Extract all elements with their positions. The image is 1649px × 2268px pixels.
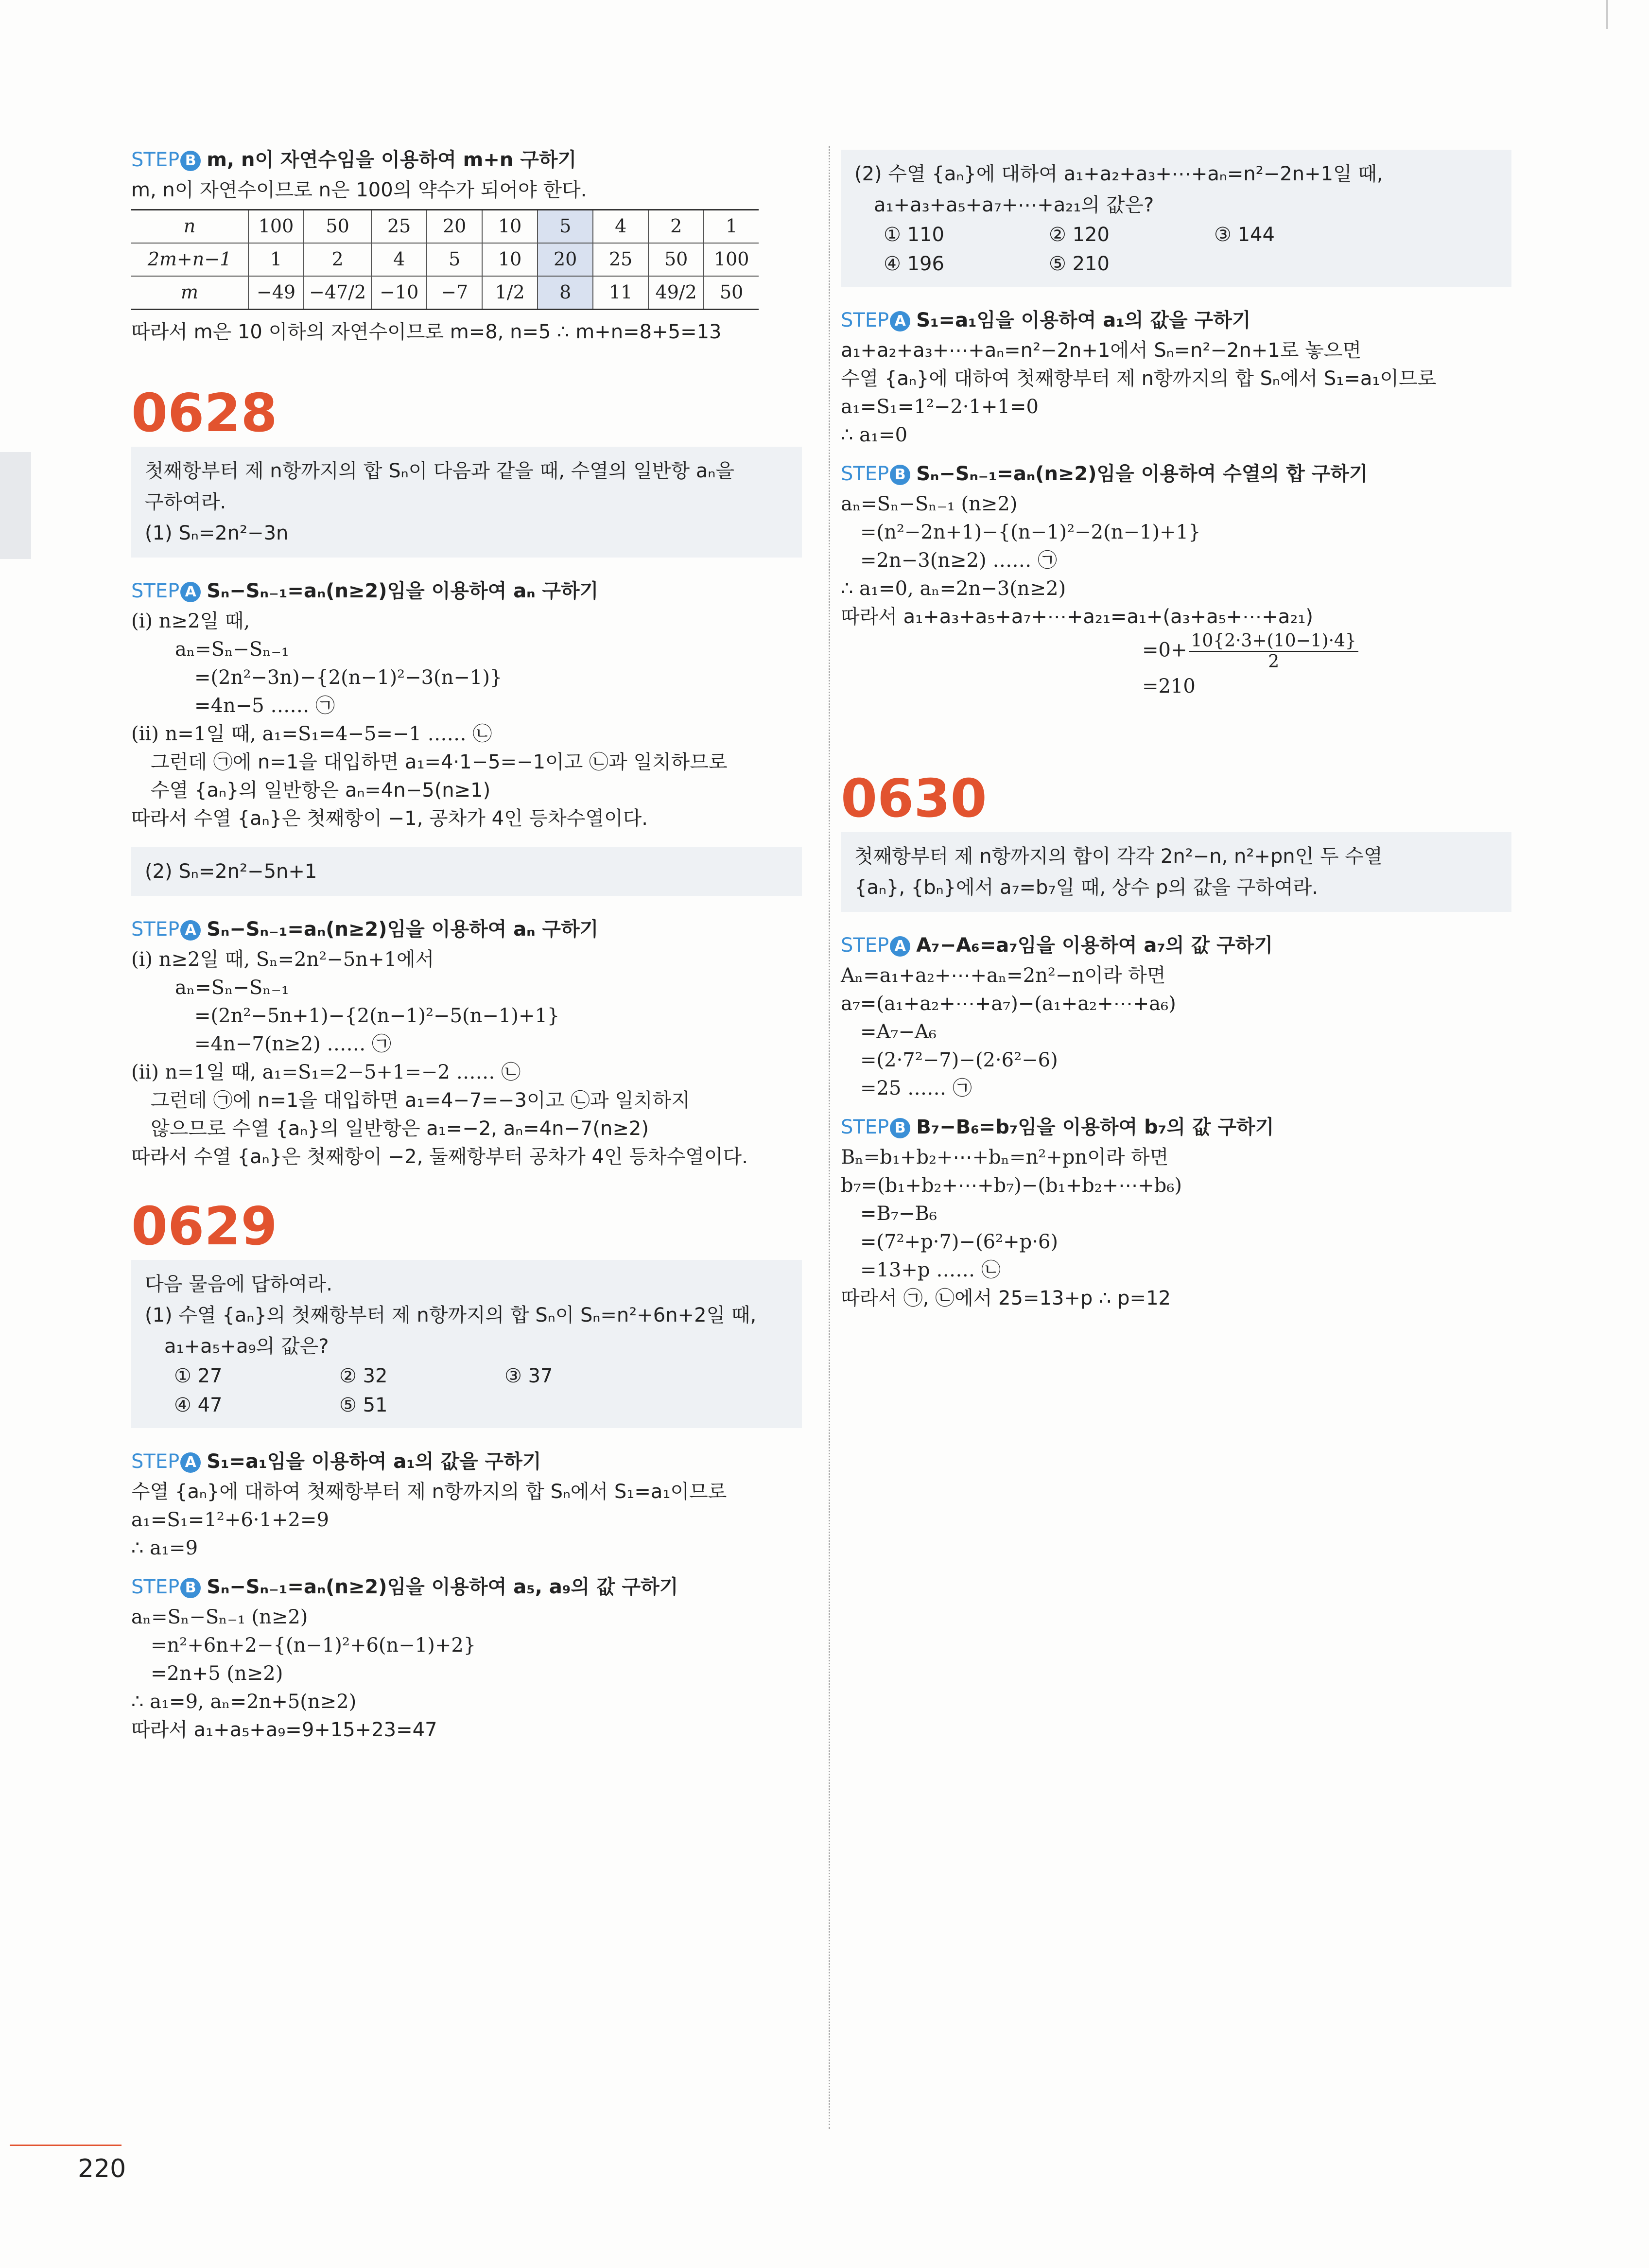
divisor-table	[131, 209, 759, 310]
table-cell: 11	[593, 276, 648, 310]
choice: ④ 196	[884, 253, 944, 275]
table-cell: 50	[648, 243, 704, 276]
problem-statement	[841, 150, 1511, 287]
solution-line: =(2·7²−7)−(2·6²−6)	[860, 1048, 1058, 1071]
solution-line: 그런데 ㉠에 n=1을 대입하면 a₁=4−7=−3이고 ㉡과 일치하지	[151, 1089, 690, 1112]
step-heading	[841, 931, 1511, 960]
sum-formula	[841, 631, 1511, 672]
table-cell: 10	[482, 243, 538, 276]
answer-choices	[854, 221, 1498, 278]
fraction-numerator: 10{2·3+(10−1)·4}	[1189, 631, 1358, 652]
sum-prefix: =0+	[1142, 639, 1187, 662]
table-cell: 4	[371, 243, 427, 276]
solution-line: a₁=S₁=1²+6·1+2=9	[131, 1508, 329, 1531]
problem-number: 0628	[131, 383, 278, 444]
solution-line: a₁=S₁=1²−2·1+1=0	[841, 396, 1039, 418]
solution-line: =(2n²−5n+1)−{2(n−1)²−5(n−1)+1}	[194, 1004, 560, 1027]
right-column	[841, 146, 1511, 1329]
solution-line: (ⅱ) n=1일 때, a₁=S₁=2−5+1=−2 …… ㉡	[131, 1061, 521, 1083]
table-cell: 2	[304, 243, 371, 276]
solution-line: (ⅱ) n=1일 때, a₁=S₁=4−5=−1 …… ㉡	[131, 722, 492, 745]
sum-fraction	[1189, 631, 1358, 672]
question-text: 첫째항부터 제 n항까지의 합이 각각 2n²−n, n²+pn인 두 수열	[854, 845, 1383, 868]
left-column	[131, 146, 802, 1761]
step-title: Sₙ−Sₙ₋₁=aₙ(n≥2)임을 이용하여 aₙ 구하기	[207, 918, 599, 941]
table-row-header: m	[131, 276, 248, 310]
problem-number: 0629	[131, 1196, 278, 1257]
question-text: 구하여라.	[145, 490, 226, 513]
question-text: (1) 수열 {aₙ}의 첫째항부터 제 n항까지의 합 Sₙ이 Sₙ=n²+6n+2일 때,	[145, 1304, 757, 1326]
problem-statement-part2	[131, 847, 802, 896]
table-cell: 25	[593, 243, 648, 276]
problem-0629-part2	[841, 150, 1511, 700]
step-label: STEP	[131, 149, 180, 171]
step-badge: A	[890, 311, 910, 331]
chapter-side-tab	[0, 452, 31, 559]
choice: ② 120	[1049, 224, 1110, 246]
table-cell: 25	[371, 210, 427, 244]
solution-line: (ⅰ) n≥2일 때, Sₙ=2n²−5n+1에서	[131, 948, 434, 971]
choice: ④ 47	[174, 1394, 223, 1416]
solution-line: ∴ a₁=0, aₙ=2n−3(n≥2)	[841, 577, 1066, 600]
question-part: (1) Sₙ=2n²−3n	[145, 522, 289, 544]
table-cell: 1	[704, 210, 759, 244]
page-number: 220	[78, 2154, 126, 2183]
step-label: STEP	[131, 1575, 180, 1598]
question-part: (2) Sₙ=2n²−5n+1	[145, 860, 317, 883]
solution-line: =B₇−B₆	[860, 1202, 937, 1225]
table-cell: 10	[482, 210, 538, 244]
solution-line: ∴ a₁=9	[131, 1536, 198, 1559]
table-cell-highlighted: 5	[538, 210, 593, 244]
solution-line: (ⅰ) n≥2일 때,	[131, 610, 250, 632]
table-cell: 100	[248, 210, 304, 244]
solution-627-step-b	[131, 146, 802, 346]
problem-0628	[131, 385, 802, 1171]
solution-line: =2n−3(n≥2) …… ㉠	[860, 549, 1058, 572]
table-cell: 1	[248, 243, 304, 276]
table-cell-highlighted: 8	[538, 276, 593, 310]
question-text: a₁+a₃+a₅+a₇+⋯+a₂₁의 값은?	[874, 194, 1154, 216]
step-heading	[131, 577, 802, 605]
step-title: S₁=a₁임을 이용하여 a₁의 값을 구하기	[207, 1450, 541, 1473]
solution-text: m, n이 자연수이므로 n은 100의 약수가 되어야 한다.	[131, 179, 587, 201]
solution-line: aₙ=Sₙ−Sₙ₋₁	[175, 638, 289, 661]
solution-line: Aₙ=a₁+a₂+⋯+aₙ=2n²−n이라 하면	[841, 964, 1166, 987]
table-row-header: n	[131, 210, 248, 244]
solution-conclusion: 따라서 m은 10 이하의 자연수이므로 m=8, n=5 ∴ m+n=8+5=13	[131, 321, 722, 343]
step-title: A₇−A₆=a₇임을 이용하여 a₇의 값 구하기	[916, 934, 1273, 957]
solution-line: =13+p …… ㉡	[860, 1258, 1001, 1281]
step-badge: A	[180, 582, 201, 602]
choice: ② 32	[339, 1364, 388, 1387]
solution-line: =4n−5 …… ㉠	[194, 694, 335, 717]
step-title: Sₙ−Sₙ₋₁=aₙ(n≥2)임을 이용하여 aₙ 구하기	[207, 579, 599, 602]
step-label: STEP	[131, 579, 180, 602]
table-cell: 2	[648, 210, 704, 244]
step-badge: A	[180, 1452, 201, 1473]
table-cell: 50	[704, 276, 759, 310]
step-badge: B	[890, 465, 910, 485]
table-cell: −49	[248, 276, 304, 310]
solution-line: aₙ=Sₙ−Sₙ₋₁	[175, 976, 289, 999]
problem-statement	[841, 832, 1511, 912]
solution-line: =2n+5 (n≥2)	[151, 1662, 283, 1685]
solution-line: =n²+6n+2−{(n−1)²+6(n−1)+2}	[151, 1634, 476, 1657]
step-badge: A	[180, 920, 201, 941]
step-label: STEP	[131, 1450, 180, 1473]
problem-statement	[131, 447, 802, 558]
table-cell: −7	[427, 276, 482, 310]
fraction-denominator: 2	[1268, 652, 1280, 672]
solution-line: =4n−7(n≥2) …… ㉠	[194, 1032, 392, 1055]
table-row	[131, 210, 759, 244]
step-badge: A	[890, 936, 910, 957]
answer-choices	[145, 1362, 788, 1419]
choice: ⑤ 210	[1049, 253, 1110, 275]
solution-line: 않으므로 수열 {aₙ}의 일반항은 a₁=−2, aₙ=4n−7(n≥2)	[151, 1117, 649, 1140]
problem-number: 0630	[841, 768, 987, 829]
table-cell: 4	[593, 210, 648, 244]
step-label: STEP	[841, 463, 889, 485]
table-row-header: 2m+n−1	[131, 243, 248, 276]
table-cell: −47/2	[304, 276, 371, 310]
step-title: Sₙ−Sₙ₋₁=aₙ(n≥2)임을 이용하여 a₅, a₉의 값 구하기	[207, 1575, 678, 1598]
table-row	[131, 276, 759, 310]
step-title: S₁=a₁임을 이용하여 a₁의 값을 구하기	[916, 309, 1251, 331]
step-title: B₇−B₆=b₇임을 이용하여 b₇의 값 구하기	[916, 1116, 1274, 1138]
table-cell: 50	[304, 210, 371, 244]
table-cell: −10	[371, 276, 427, 310]
table-cell: 49/2	[648, 276, 704, 310]
step-badge: B	[180, 1578, 201, 1598]
solution-line: ∴ a₁=9, aₙ=2n+5(n≥2)	[131, 1690, 357, 1713]
step-label: STEP	[841, 309, 889, 331]
solution-line: 수열 {aₙ}에 대하여 첫째항부터 제 n항까지의 합 Sₙ에서 S₁=a₁이므로	[131, 1480, 727, 1503]
solution-line: b₇=(b₁+b₂+⋯+b₇)−(b₁+b₂+⋯+b₆)	[841, 1174, 1182, 1197]
solution-line: 따라서 수열 {aₙ}은 첫째항이 −2, 둘째항부터 공차가 4인 등차수열이다.	[131, 1145, 748, 1168]
table-cell: 100	[704, 243, 759, 276]
step-label: STEP	[131, 918, 180, 941]
sum-result: =210	[1142, 675, 1196, 698]
table-cell: 5	[427, 243, 482, 276]
choice: ③ 37	[504, 1364, 553, 1387]
solution-line: 따라서 a₁+a₃+a₅+a₇+⋯+a₂₁=a₁+(a₃+a₅+⋯+a₂₁)	[841, 606, 1313, 628]
problem-0630	[841, 770, 1511, 1312]
page-number-rule	[10, 2145, 122, 2146]
step-label: STEP	[841, 934, 889, 957]
solution-line: 따라서 수열 {aₙ}은 첫째항이 −1, 공차가 4인 등차수열이다.	[131, 807, 648, 830]
step-badge: B	[180, 151, 201, 171]
step-heading	[841, 460, 1511, 488]
table-cell-highlighted: 20	[538, 243, 593, 276]
solution-line: 따라서 ㉠, ㉡에서 25=13+p ∴ p=12	[841, 1287, 1171, 1309]
table-row	[131, 243, 759, 276]
step-title: Sₙ−Sₙ₋₁=aₙ(n≥2)임을 이용하여 수열의 합 구하기	[916, 463, 1368, 485]
solution-line: 따라서 a₁+a₅+a₉=9+15+23=47	[131, 1718, 437, 1741]
solution-line: 수열 {aₙ}의 일반항은 aₙ=4n−5(n≥1)	[151, 779, 491, 802]
question-text: 다음 물음에 답하여라.	[145, 1273, 332, 1295]
problem-statement	[131, 1260, 802, 1428]
step-title: m, n이 자연수임을 이용하여 m+n 구하기	[207, 149, 577, 171]
solution-line: a₇=(a₁+a₂+⋯+a₇)−(a₁+a₂+⋯+a₆)	[841, 992, 1176, 1015]
solution-line: aₙ=Sₙ−Sₙ₋₁ (n≥2)	[131, 1605, 308, 1628]
solution-line: a₁+a₂+a₃+⋯+aₙ=n²−2n+1에서 Sₙ=n²−2n+1로 놓으면	[841, 339, 1362, 362]
choice: ③ 144	[1214, 224, 1275, 246]
question-text: 첫째항부터 제 n항까지의 합 Sₙ이 다음과 같을 때, 수열의 일반항 aₙ을	[145, 459, 734, 482]
question-text: {aₙ}, {bₙ}에서 a₇=b₇일 때, 상수 p의 값을 구하여라.	[854, 876, 1318, 899]
solution-line: 수열 {aₙ}에 대하여 첫째항부터 제 n항까지의 합 Sₙ에서 S₁=a₁이므로	[841, 367, 1437, 390]
solution-line: =(7²+p·7)−(6²+p·6)	[860, 1230, 1058, 1253]
table-cell: 1/2	[482, 276, 538, 310]
step-heading	[841, 1113, 1511, 1141]
page-edge-mark	[1606, 0, 1608, 29]
question-text: a₁+a₅+a₉의 값은?	[164, 1335, 329, 1358]
solution-line: =(2n²−3n)−{2(n−1)²−3(n−1)}	[194, 666, 503, 689]
solution-line: =25 …… ㉠	[860, 1077, 972, 1099]
step-label: STEP	[841, 1116, 889, 1138]
solution-line: Bₙ=b₁+b₂+⋯+bₙ=n²+pn이라 하면	[841, 1146, 1169, 1169]
choice: ⑤ 51	[339, 1394, 388, 1416]
question-text: (2) 수열 {aₙ}에 대하여 a₁+a₂+a₃+⋯+aₙ=n²−2n+1일 때,	[854, 163, 1383, 185]
step-heading	[131, 1573, 802, 1601]
step-heading	[131, 146, 802, 174]
solution-line: =(n²−2n+1)−{(n−1)²−2(n−1)+1}	[860, 521, 1201, 543]
choice: ① 27	[174, 1364, 223, 1387]
solution-line: ∴ a₁=0	[841, 424, 908, 446]
step-badge: B	[890, 1118, 910, 1138]
column-divider	[829, 146, 830, 2129]
solution-line: =A₇−A₆	[860, 1020, 937, 1043]
step-heading	[131, 1448, 802, 1476]
choice: ① 110	[884, 224, 944, 246]
step-heading	[131, 915, 802, 943]
step-heading	[841, 306, 1511, 334]
solution-line: 그런데 ㉠에 n=1을 대입하면 a₁=4·1−5=−1이고 ㉡과 일치하므로	[151, 750, 728, 773]
problem-0629	[131, 1198, 802, 1744]
solution-line: aₙ=Sₙ−Sₙ₋₁ (n≥2)	[841, 493, 1018, 515]
table-cell: 20	[427, 210, 482, 244]
